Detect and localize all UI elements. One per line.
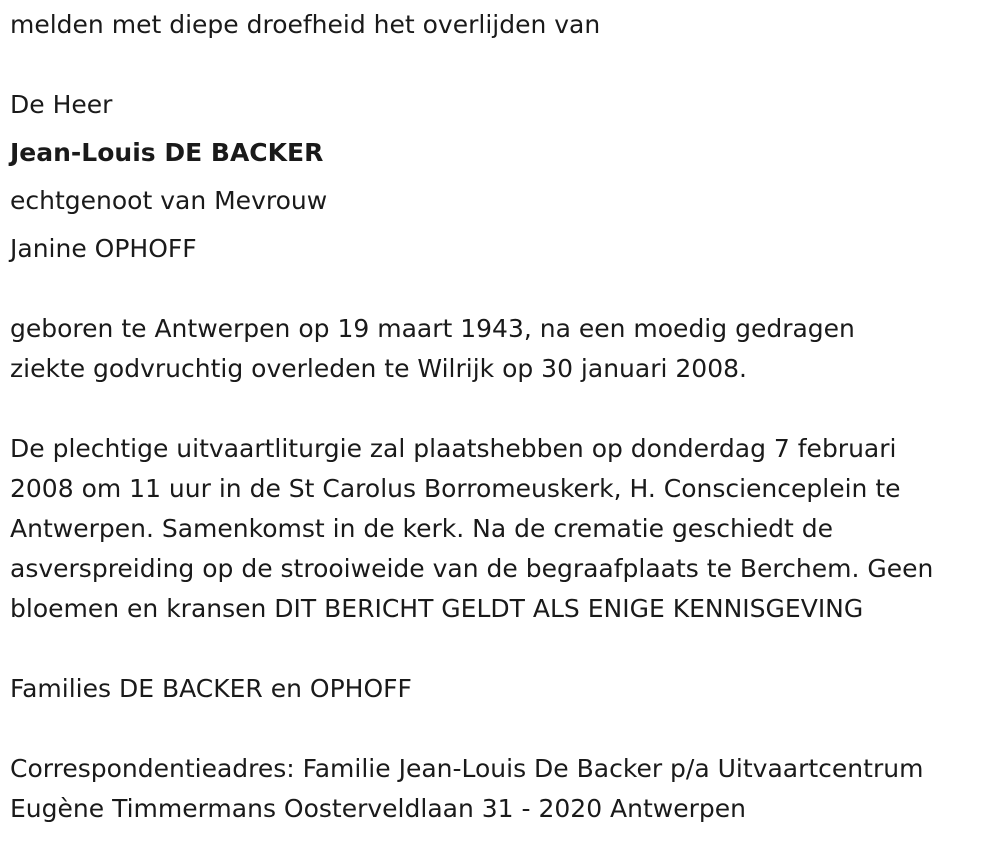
birth-death-paragraph bbox=[10, 309, 995, 389]
paragraph-line: ziekte godvruchtig overleden te Wilrijk op 30 januari 2008. bbox=[10, 354, 747, 383]
paragraph-line: Antwerpen. Samenkomst in de kerk. Na de crematie geschiedt de bbox=[10, 514, 833, 543]
paragraph-line: Correspondentieadres: Familie Jean-Louis De Backer p/a Uitvaartcentrum bbox=[10, 754, 924, 783]
spouse-name: Janine OPHOFF bbox=[10, 234, 197, 263]
intro-text: melden met diepe droefheid het overlijden van bbox=[10, 10, 601, 39]
paragraph-line: Eugène Timmermans Oosterveldlaan 31 - 2020 Antwerpen bbox=[10, 794, 746, 823]
paragraph-line: bloemen en kransen DIT BERICHT GELDT ALS ENIGE KENNISGEVING bbox=[10, 594, 864, 623]
paragraph-line: geboren te Antwerpen op 19 maart 1943, na een moedig gedragen bbox=[10, 314, 855, 343]
paragraph-line: asverspreiding op de strooiweide van de begraafplaats te Berchem. Geen bbox=[10, 554, 934, 583]
paragraph-line: 2008 om 11 uur in de St Carolus Borromeuskerk, H. Conscienceplein te bbox=[10, 474, 901, 503]
paragraph-line: De plechtige uitvaartliturgie zal plaatshebben op donderdag 7 februari bbox=[10, 434, 897, 463]
families-text: Families DE BACKER en OPHOFF bbox=[10, 674, 412, 703]
deceased-name: Jean-Louis DE BACKER bbox=[10, 138, 324, 167]
spouse-intro: echtgenoot van Mevrouw bbox=[10, 186, 328, 215]
funeral-paragraph bbox=[10, 429, 995, 629]
correspondence-paragraph bbox=[10, 749, 995, 829]
honorific-title: De Heer bbox=[10, 90, 113, 119]
